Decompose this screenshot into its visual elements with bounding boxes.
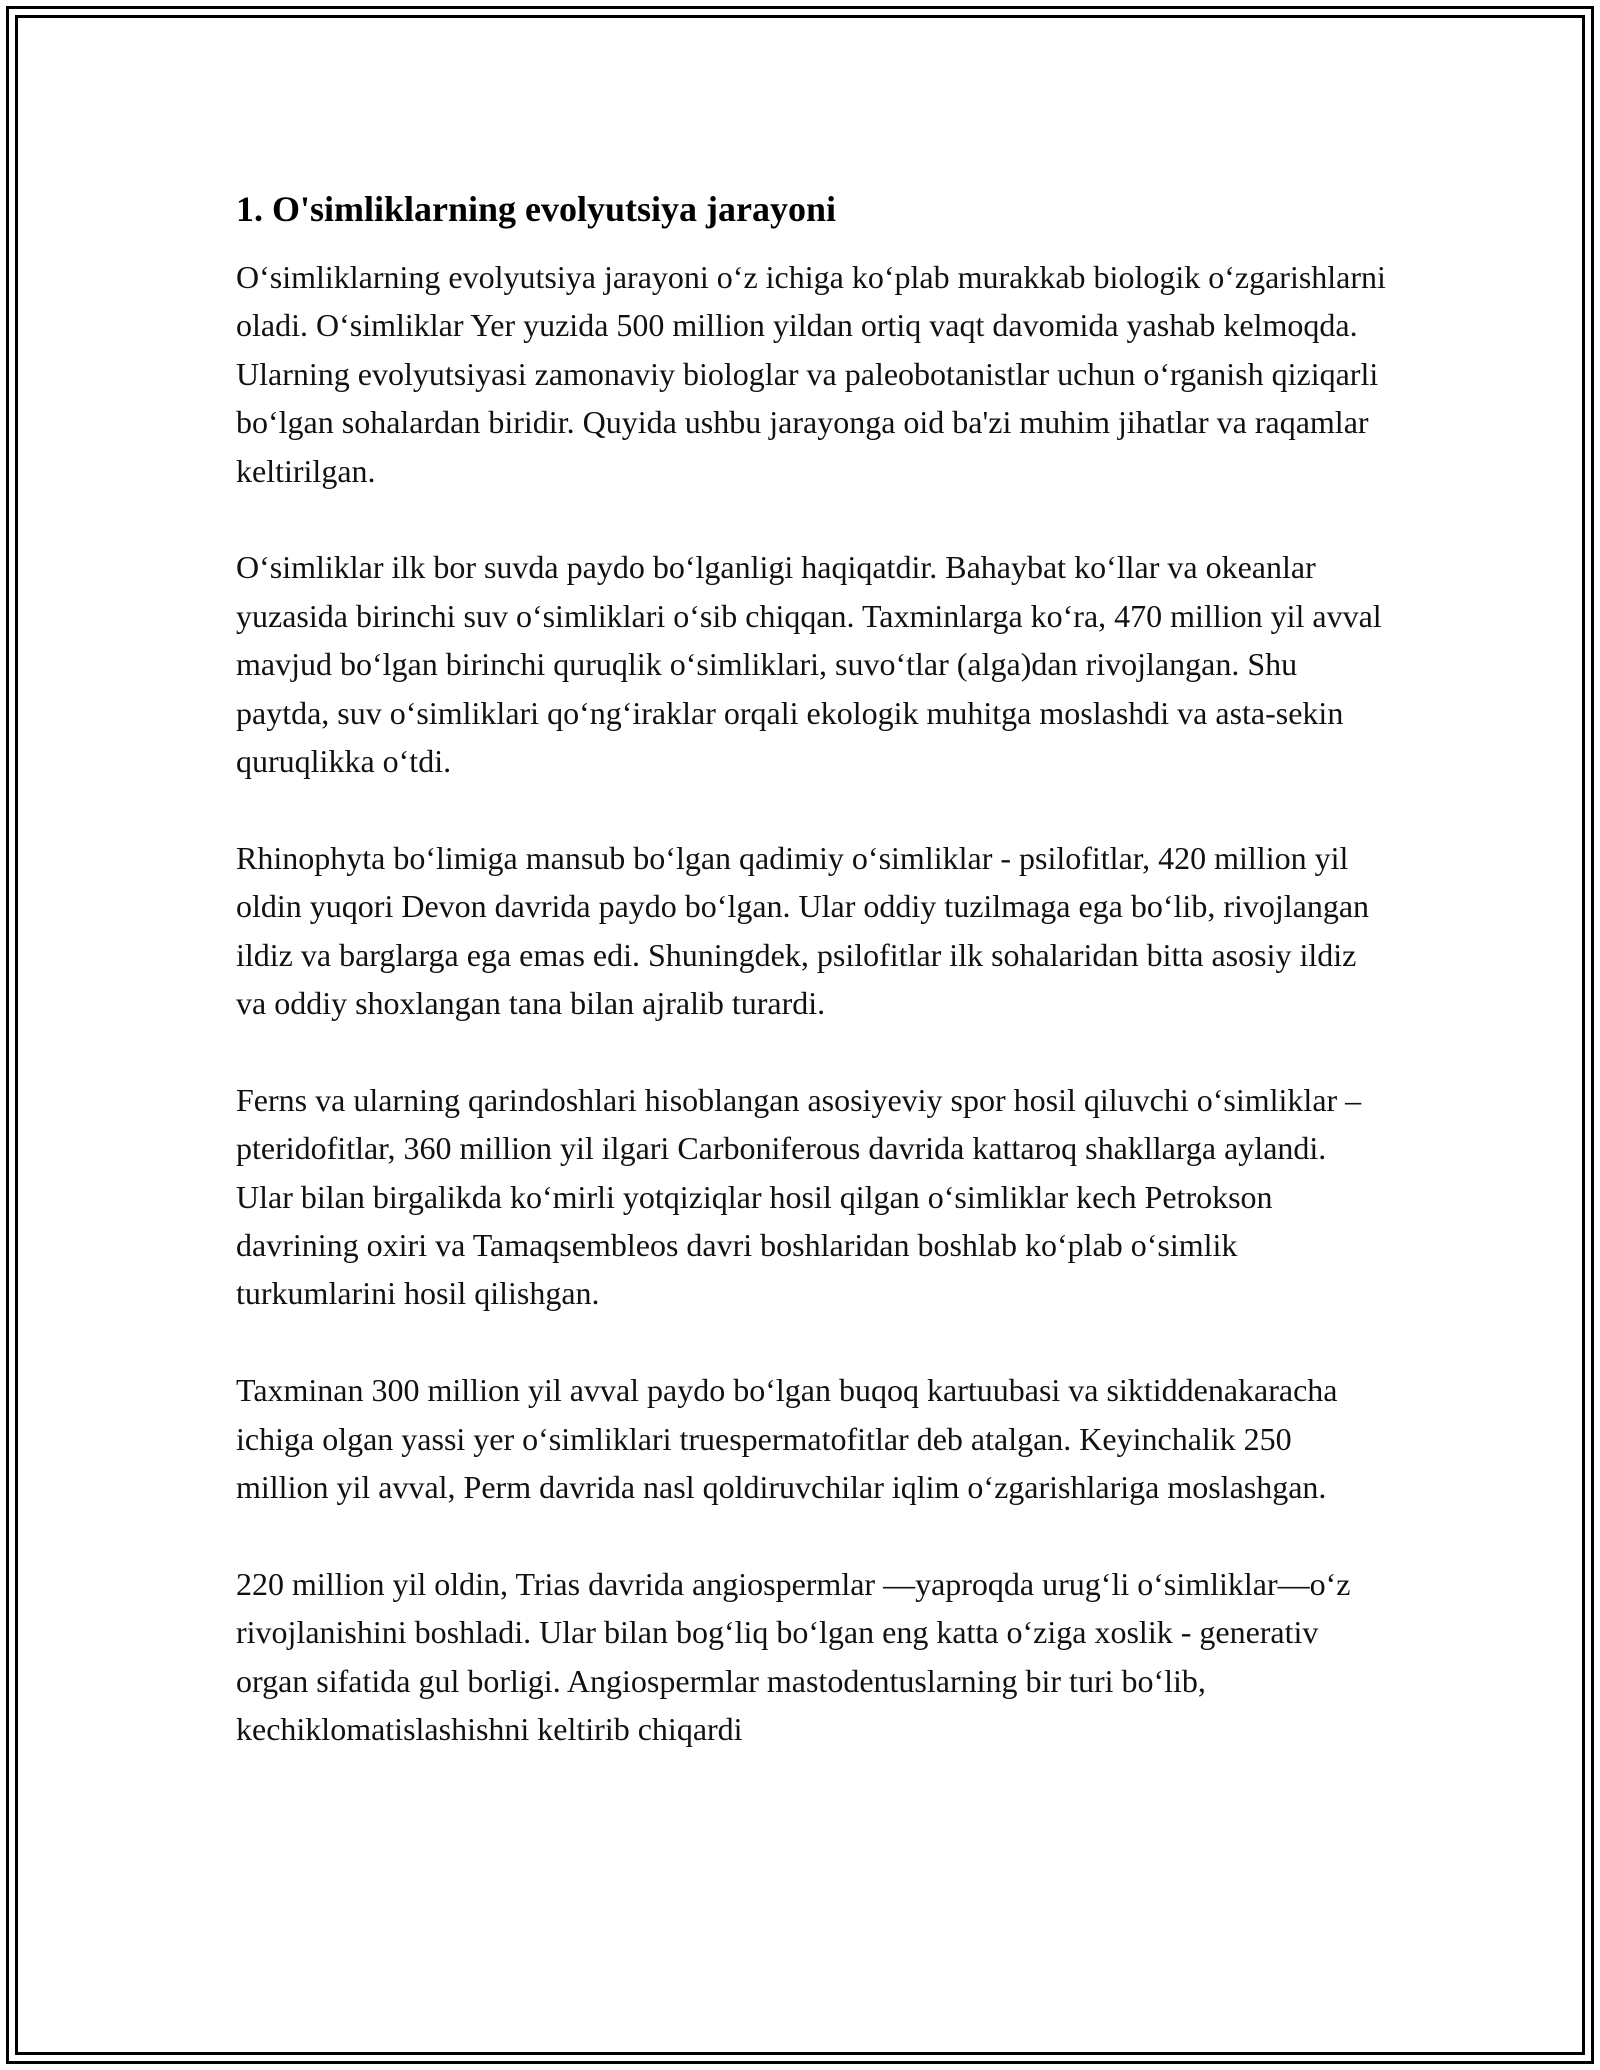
paragraph-5: Taxminan 300 million yil avval paydo bo‘lgan buqoq kartuubasi va siktiddenakaracha ichiga olgan yassi yer o‘simliklari truespermatofitlar deb atalgan. Keyinchalik 250 million yil avval, Perm davrida nasl qoldiruvchilar iqlim o‘zgarishlariga moslashgan. [236, 1372, 1338, 1506]
paragraph-2: O‘simliklar ilk bor suvda paydo bo‘lganligi haqiqatdir. Bahaybat ko‘llar va okeanlar yuzasida birinchi suv o‘simliklari o‘sib chiqqan. Taxminlarga ko‘ra, 470 million yil avval mavjud bo‘lgan birinchi quruqlik o‘simliklari, suvo‘tlar (alga)dan rivojlangan. Shu paytda, suv o‘simliklari qo‘ng‘iraklar orqali ekologik muhitga moslashdi va asta-sekin quruqlikka o‘tdi. [236, 549, 1382, 780]
document-body [236, 185, 1386, 1802]
paragraph-6: 220 million yil oldin, Trias davrida angiospermlar —yaproqda urug‘li o‘simliklar—o‘z rivojlanishini boshladi. Ular bilan bog‘liq bo‘lgan eng katta o‘ziga xoslik - generativ organ sifatida gul borligi. Angiospermlar mastodentuslarning bir turi bo‘lib, kechiklomatislashishni keltirib chiqardi [236, 1565, 1351, 1748]
paragraph-3: Rhinophyta bo‘limiga mansub bo‘lgan qadimiy o‘simliklar - psilofitlar, 420 million yil oldin yuqori Devon davrida paydo bo‘lgan. Ular oddiy tuzilmaga ega bo‘lib, rivojlangan ildiz va barglarga ega emas edi. Shuningdek, psilofitlar ilk sohalaridan bitta asosiy ildiz va oddiy shoxlangan tana bilan ajralib turardi. [236, 839, 1370, 1022]
paragraph-4: Ferns va ularning qarindoshlari hisoblangan asosiyeviy spor hosil qiluvchi o‘simliklar – pteridofitlar, 360 million yil ilgari Carboniferous davrida kattaroq shakllarga aylandi. Ular bilan birgalikda ko‘mirli yotqiziqlar hosil qilgan o‘simliklar kech Petrokson davrining oxiri va Tamaqsembleos davri boshlaridan boshlab ko‘plab o‘simlik turkumlarini hosil qilishgan. [236, 1081, 1362, 1312]
document-title: 1. O'simliklarning evolyutsiya jarayoni [236, 189, 837, 229]
paragraph-1: O‘simliklarning evolyutsiya jarayoni o‘z ichiga ko‘plab murakkab biologik o‘zgarishlarni oladi. O‘simliklar Yer yuzida 500 million yildan ortiq vaqt davomida yashab kelmoqda. Ularning evolyutsiyasi zamonaviy biologlar va paleobotanistlar uchun o‘rganish qiziqarli bo‘lgan sohalardan biridir. Quyida ushbu jarayonga oid ba'zi muhim jihatlar va raqamlar keltirilgan. [236, 259, 1386, 489]
